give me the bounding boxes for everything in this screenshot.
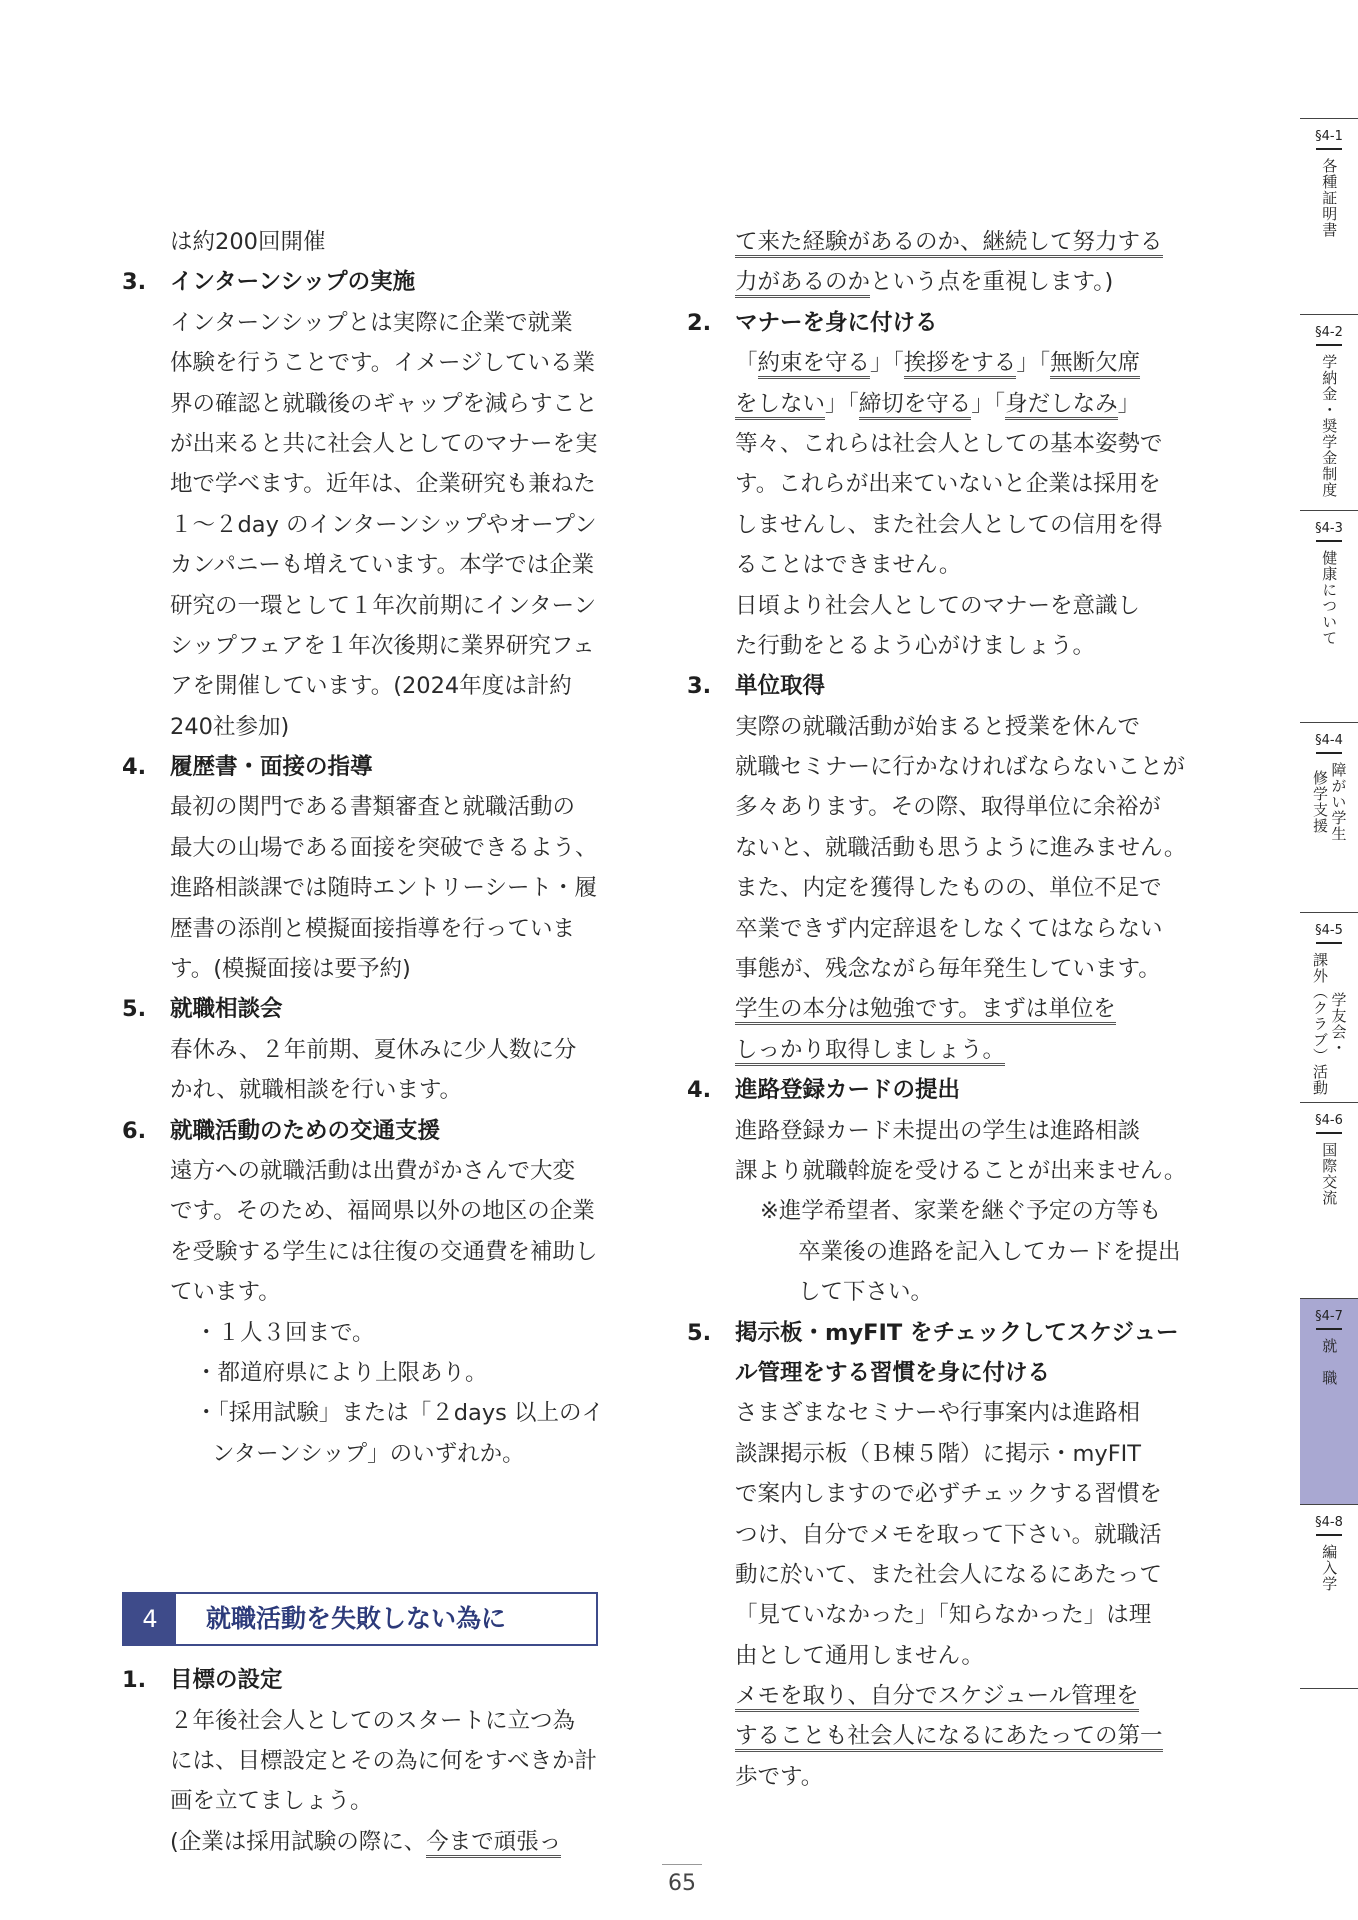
item-heading	[687, 1070, 1167, 1110]
text-run: 実際の就職活動が始まると授業を休んで	[735, 713, 1141, 740]
sidebar-tab-label	[1300, 762, 1358, 842]
body-line	[122, 1232, 604, 1272]
body-line	[687, 384, 1167, 424]
section-title: 就職活動を失敗しない為に	[206, 1603, 507, 1633]
text-run: しませんし、また社会人としての信用を得	[735, 511, 1163, 538]
body-line	[687, 989, 1167, 1029]
text-run: た行動をとるよう心がけましょう。	[735, 632, 1096, 659]
underlined-text: 身だしなみ	[1005, 391, 1118, 420]
page-number: 65	[662, 1864, 702, 1896]
body-line	[122, 1272, 604, 1312]
body-line	[122, 1191, 604, 1231]
body-line	[687, 1393, 1167, 1433]
text-run: 研究の一環として１年次前期にインターン	[170, 592, 597, 619]
sidebar-tab-3[interactable]	[1300, 510, 1358, 722]
item-number: 3.	[122, 269, 147, 296]
underlined-text: 学生の本分は勉強です。まずは単位を	[735, 996, 1116, 1025]
item-number: 5.	[687, 1319, 712, 1346]
body-line	[687, 1595, 1167, 1635]
text-run: 進路相談課では随時エントリーシート・履	[170, 875, 598, 902]
underlined-text: 締切を守る	[859, 391, 972, 420]
text-run: インターンシップとは実際に企業で就業	[170, 309, 573, 336]
body-line	[687, 464, 1167, 504]
text-run: 日頃より社会人としてのマナーを意識し	[735, 592, 1141, 619]
body-line	[687, 1636, 1167, 1676]
sidebar-tab-divider	[1316, 148, 1342, 150]
item-heading	[687, 303, 1167, 343]
text-run: 課より就職斡旋を受けることが出来ません。	[735, 1157, 1187, 1184]
sidebar-tab-label: 各種証明書	[1320, 158, 1339, 238]
item-heading	[687, 1313, 1179, 1353]
sidebar-tab-label-part: 修学支援	[1311, 770, 1329, 834]
underlined-text: しっかり取得しましょう。	[735, 1037, 1005, 1066]
body-line	[122, 586, 604, 626]
underlined-text: 今まで頑張っ	[426, 1829, 561, 1858]
sidebar-tab-divider	[1316, 942, 1342, 944]
sidebar-tab-6[interactable]	[1300, 1102, 1358, 1298]
sidebar-tab-2[interactable]	[1300, 314, 1358, 510]
item-number: 3.	[687, 673, 712, 700]
text-run: 画を立てましょう。	[170, 1788, 373, 1815]
body-line	[122, 1353, 604, 1393]
text-run: ※進学希望者、家業を継ぐ予定の方等も	[760, 1198, 1162, 1225]
item-heading-text: 履歴書・面接の指導	[170, 754, 373, 781]
text-run: 体験を行うことです。イメージしている業	[170, 350, 596, 377]
body-line	[687, 505, 1167, 545]
text-run: が出来ると共に社会人としてのマナーを実	[170, 430, 598, 457]
text-run: ・「採用試験」または「２days 以上のイ	[195, 1400, 605, 1427]
text-run: ２年後社会人としてのスタートに立つ為	[170, 1707, 576, 1734]
body-line	[122, 949, 604, 989]
sidebar-tab-divider	[1316, 344, 1342, 346]
text-run: 」「	[971, 390, 1006, 417]
text-run: して下さい。	[798, 1279, 934, 1306]
item-heading	[122, 262, 604, 302]
item-heading	[687, 666, 1167, 706]
text-run: で案内しますので必ずチェックする習慣を	[735, 1481, 1162, 1508]
sidebar-tab-5[interactable]	[1300, 912, 1358, 1102]
text-run: という点を重視します。)	[870, 269, 1114, 296]
section-number: 4	[124, 1594, 176, 1644]
sidebar-tab-divider	[1316, 1132, 1342, 1134]
underlined-text: をしない	[735, 391, 825, 420]
body-line	[122, 343, 604, 383]
text-run: ・都道府県により上限あり。	[195, 1359, 488, 1386]
body-line	[122, 707, 604, 747]
text-run: です。そのため、福岡県以外の地区の企業	[170, 1198, 595, 1225]
text-run: 」「	[825, 390, 859, 417]
item-heading-text: インターンシップの実施	[170, 269, 416, 296]
text-run: (企業は採用試験の際に、	[170, 1828, 427, 1855]
body-line	[122, 222, 604, 262]
sidebar-tab-code: §4-8	[1315, 1515, 1343, 1530]
body-line	[122, 828, 604, 868]
text-run: 談課掲示板（Ｂ棟５階）に掲示・myFIT	[735, 1440, 1142, 1467]
body-line	[687, 262, 1167, 302]
text-run: 歩です。	[735, 1763, 824, 1790]
body-line	[122, 1781, 604, 1821]
text-run: 多々あります。その際、取得単位に余裕が	[735, 794, 1161, 821]
sidebar-tab-4[interactable]	[1300, 722, 1358, 912]
text-run: 等々、これらは社会人としての基本姿勢で	[735, 430, 1163, 457]
text-run: 地で学べます。近年は、企業研究も兼ねた	[170, 471, 596, 498]
sidebar-tab-divider	[1316, 1328, 1342, 1330]
sidebar-tab-divider	[1316, 540, 1342, 542]
text-run: １～２day のインターンシップやオープン	[170, 511, 597, 538]
body-line	[122, 1151, 604, 1191]
text-run: アを開催しています。(2024年度は計約	[170, 673, 572, 700]
item-number: 6.	[122, 1117, 147, 1144]
body-line	[687, 586, 1167, 626]
body-line	[687, 1474, 1167, 1514]
text-run: 進路登録カード未提出の学生は進路相談	[735, 1117, 1141, 1144]
item-heading	[687, 1353, 1167, 1393]
text-run: を受験する学生には往復の交通費を補助し	[170, 1238, 598, 1265]
body-line	[687, 1716, 1167, 1756]
item-heading	[122, 1111, 604, 1151]
text-run: 事態が、残念ながら毎年発生しています。	[735, 956, 1161, 983]
item-heading-text: 単位取得	[735, 673, 826, 700]
text-run: 卒業できず内定辞退をしなくてはならない	[735, 915, 1163, 942]
item-number: 2.	[687, 309, 712, 336]
body-line	[122, 424, 604, 464]
item-heading-text: 就職相談会	[170, 996, 283, 1023]
text-run: さまざまなセミナーや行事案内は進路相	[735, 1400, 1141, 1427]
text-run: 動に於いて、また社会人になるにあたって	[735, 1561, 1163, 1588]
text-run: ないと、就職活動も思うように進みません。	[735, 834, 1187, 861]
body-line	[687, 424, 1167, 464]
sidebar-tab-label-part: 課外（クラブ）活動	[1311, 952, 1329, 1096]
body-line	[687, 1515, 1167, 1555]
body-line	[122, 464, 604, 504]
text-run: は約200回開催	[170, 229, 326, 255]
sidebar-tab-8[interactable]	[1300, 1504, 1358, 1706]
body-line	[687, 1757, 1167, 1797]
text-run: 」「	[1016, 350, 1051, 377]
sidebar-tab-7[interactable]	[1300, 1298, 1358, 1504]
body-line	[687, 949, 1167, 989]
item-number: 5.	[122, 996, 147, 1023]
body-line	[122, 666, 604, 706]
sidebar-tab-label: 編入学	[1320, 1544, 1339, 1592]
body-line	[687, 1272, 1167, 1312]
text-run: 遠方への就職活動は出費がかさんで大変	[170, 1157, 576, 1184]
body-line	[122, 303, 604, 343]
text-run: かれ、就職相談を行います。	[170, 1077, 463, 1104]
text-run: ることはできません。	[735, 552, 962, 579]
sidebar-bottom-rule	[1300, 1688, 1358, 1689]
sidebar-tab-divider	[1316, 752, 1342, 754]
text-run: 「見ていなかった」「知らなかった」は理	[735, 1602, 1152, 1629]
section-heading-box	[122, 1592, 598, 1646]
body-line	[687, 1030, 1167, 1070]
sidebar-tab-label: 学納金・奨学金制度	[1320, 354, 1339, 498]
text-run: 」「	[870, 350, 904, 377]
sidebar-tab-label-part: 学友会・	[1329, 992, 1348, 1056]
sidebar-tab-code: §4-4	[1315, 733, 1343, 748]
underlined-text: 挨拶をする	[904, 350, 1017, 379]
body-line	[122, 545, 604, 585]
body-line	[687, 1232, 1181, 1272]
sidebar-tab-label: 国際交流	[1320, 1142, 1339, 1206]
sidebar-tab-code: §4-3	[1315, 521, 1343, 536]
item-heading	[122, 1660, 604, 1700]
text-run: 歴書の添削と模擬面接指導を行っていま	[170, 915, 576, 942]
item-number: 1.	[122, 1667, 147, 1694]
body-line	[687, 343, 1167, 383]
text-run: また、内定を獲得したものの、単位不足で	[735, 875, 1162, 902]
item-heading-text: ル管理をする習慣を身に付ける	[735, 1359, 1051, 1386]
item-heading-text: 就職活動のための交通支援	[170, 1117, 441, 1144]
body-line	[122, 1030, 604, 1070]
underlined-text: 無断欠席	[1050, 350, 1140, 379]
underlined-text: メモを取り、自分でスケジュール管理を	[735, 1683, 1139, 1712]
body-line	[687, 868, 1167, 908]
text-run: ・１人３回まで。	[195, 1319, 375, 1346]
text-run: 「	[735, 350, 758, 377]
sidebar-tab-label: 就 職	[1320, 1338, 1339, 1386]
body-line	[687, 707, 1167, 747]
sidebar-tab-label: 健康について	[1320, 550, 1339, 646]
sidebar-tab-code: §4-6	[1315, 1113, 1343, 1128]
right-column	[687, 222, 1187, 1797]
body-line	[122, 1701, 604, 1741]
body-line	[687, 909, 1167, 949]
text-run: 最大の山場である面接を突破できるよう、	[170, 834, 598, 861]
body-line	[122, 868, 604, 908]
body-line	[122, 1434, 604, 1474]
text-run: シップフェアを１年次後期に業界研究フェ	[170, 632, 595, 659]
body-line	[687, 222, 1167, 262]
body-line	[122, 1070, 604, 1110]
body-line	[122, 384, 604, 424]
body-line	[687, 1111, 1167, 1151]
body-line	[687, 1676, 1167, 1716]
item-number: 4.	[687, 1077, 712, 1104]
body-line	[122, 909, 604, 949]
underlined-text: 約束を守る	[758, 350, 871, 379]
text-run: 卒業後の進路を記入してカードを提出	[798, 1238, 1181, 1265]
body-line	[122, 1393, 604, 1433]
text-run: 240社参加)	[170, 713, 290, 740]
section-index-sidebar	[1300, 118, 1358, 1706]
text-run: つけ、自分でメモを取って下さい。就職活	[735, 1521, 1162, 1548]
sidebar-tab-divider	[1316, 1534, 1342, 1536]
text-run: カンパニーも増えています。本学では企業	[170, 552, 595, 579]
text-run: 界の確認と就職後のギャップを減らすこと	[170, 390, 598, 417]
body-line	[687, 787, 1167, 827]
body-line	[687, 1555, 1167, 1595]
text-run: には、目標設定とその為に何をすべきか計	[170, 1747, 598, 1774]
section-gap	[122, 1474, 604, 1574]
text-run: ンターンシップ」のいずれか。	[212, 1440, 525, 1467]
body-line	[687, 1151, 1187, 1191]
text-run: 」	[1117, 390, 1141, 417]
item-heading-text: 掲示板・myFIT をチェックしてスケジュー	[735, 1319, 1179, 1346]
item-heading-text: 進路登録カードの提出	[735, 1077, 961, 1104]
underlined-text: て来た経験があるのか、継続して努力する	[735, 229, 1163, 258]
text-run: ています。	[170, 1279, 281, 1306]
body-line	[122, 1822, 604, 1862]
body-line	[122, 626, 604, 666]
sidebar-tab-code: §4-1	[1315, 129, 1343, 144]
body-line	[122, 505, 604, 545]
text-run: 就職セミナーに行かなければならないことが	[735, 754, 1186, 781]
item-heading-text: マナーを身に付ける	[735, 309, 938, 336]
sidebar-tab-code: §4-5	[1315, 923, 1343, 938]
sidebar-tab-1[interactable]	[1300, 118, 1358, 314]
text-run: す。これらが出来ていないと企業は採用を	[735, 471, 1161, 498]
body-line	[687, 1191, 1167, 1231]
body-line	[687, 747, 1186, 787]
text-run: 最初の関門である書類審査と就職活動の	[170, 794, 576, 821]
body-line	[687, 1434, 1167, 1474]
underlined-text: することも社会人になるにあたっての第一	[735, 1723, 1163, 1752]
body-line	[687, 828, 1187, 868]
sidebar-tab-label-part: 障がい学生	[1329, 762, 1348, 842]
body-line	[687, 626, 1167, 666]
text-run: す。(模擬面接は要予約)	[170, 956, 411, 983]
underlined-text: 力があるのか	[735, 269, 870, 298]
item-number: 4.	[122, 754, 147, 781]
item-heading	[122, 747, 604, 787]
sidebar-tab-code: §4-7	[1315, 1309, 1343, 1324]
item-heading	[122, 989, 604, 1029]
sidebar-tab-label	[1300, 952, 1358, 1096]
body-line	[687, 545, 1167, 585]
item-heading-text: 目標の設定	[170, 1667, 283, 1694]
body-line	[122, 1741, 604, 1781]
sidebar-tab-code: §4-2	[1315, 325, 1343, 340]
body-line	[122, 1313, 604, 1353]
left-column	[122, 222, 604, 1862]
text-run: 由として通用しません。	[735, 1642, 984, 1669]
body-line	[122, 787, 604, 827]
text-run: 春休み、２年前期、夏休みに少人数に分	[170, 1036, 577, 1063]
